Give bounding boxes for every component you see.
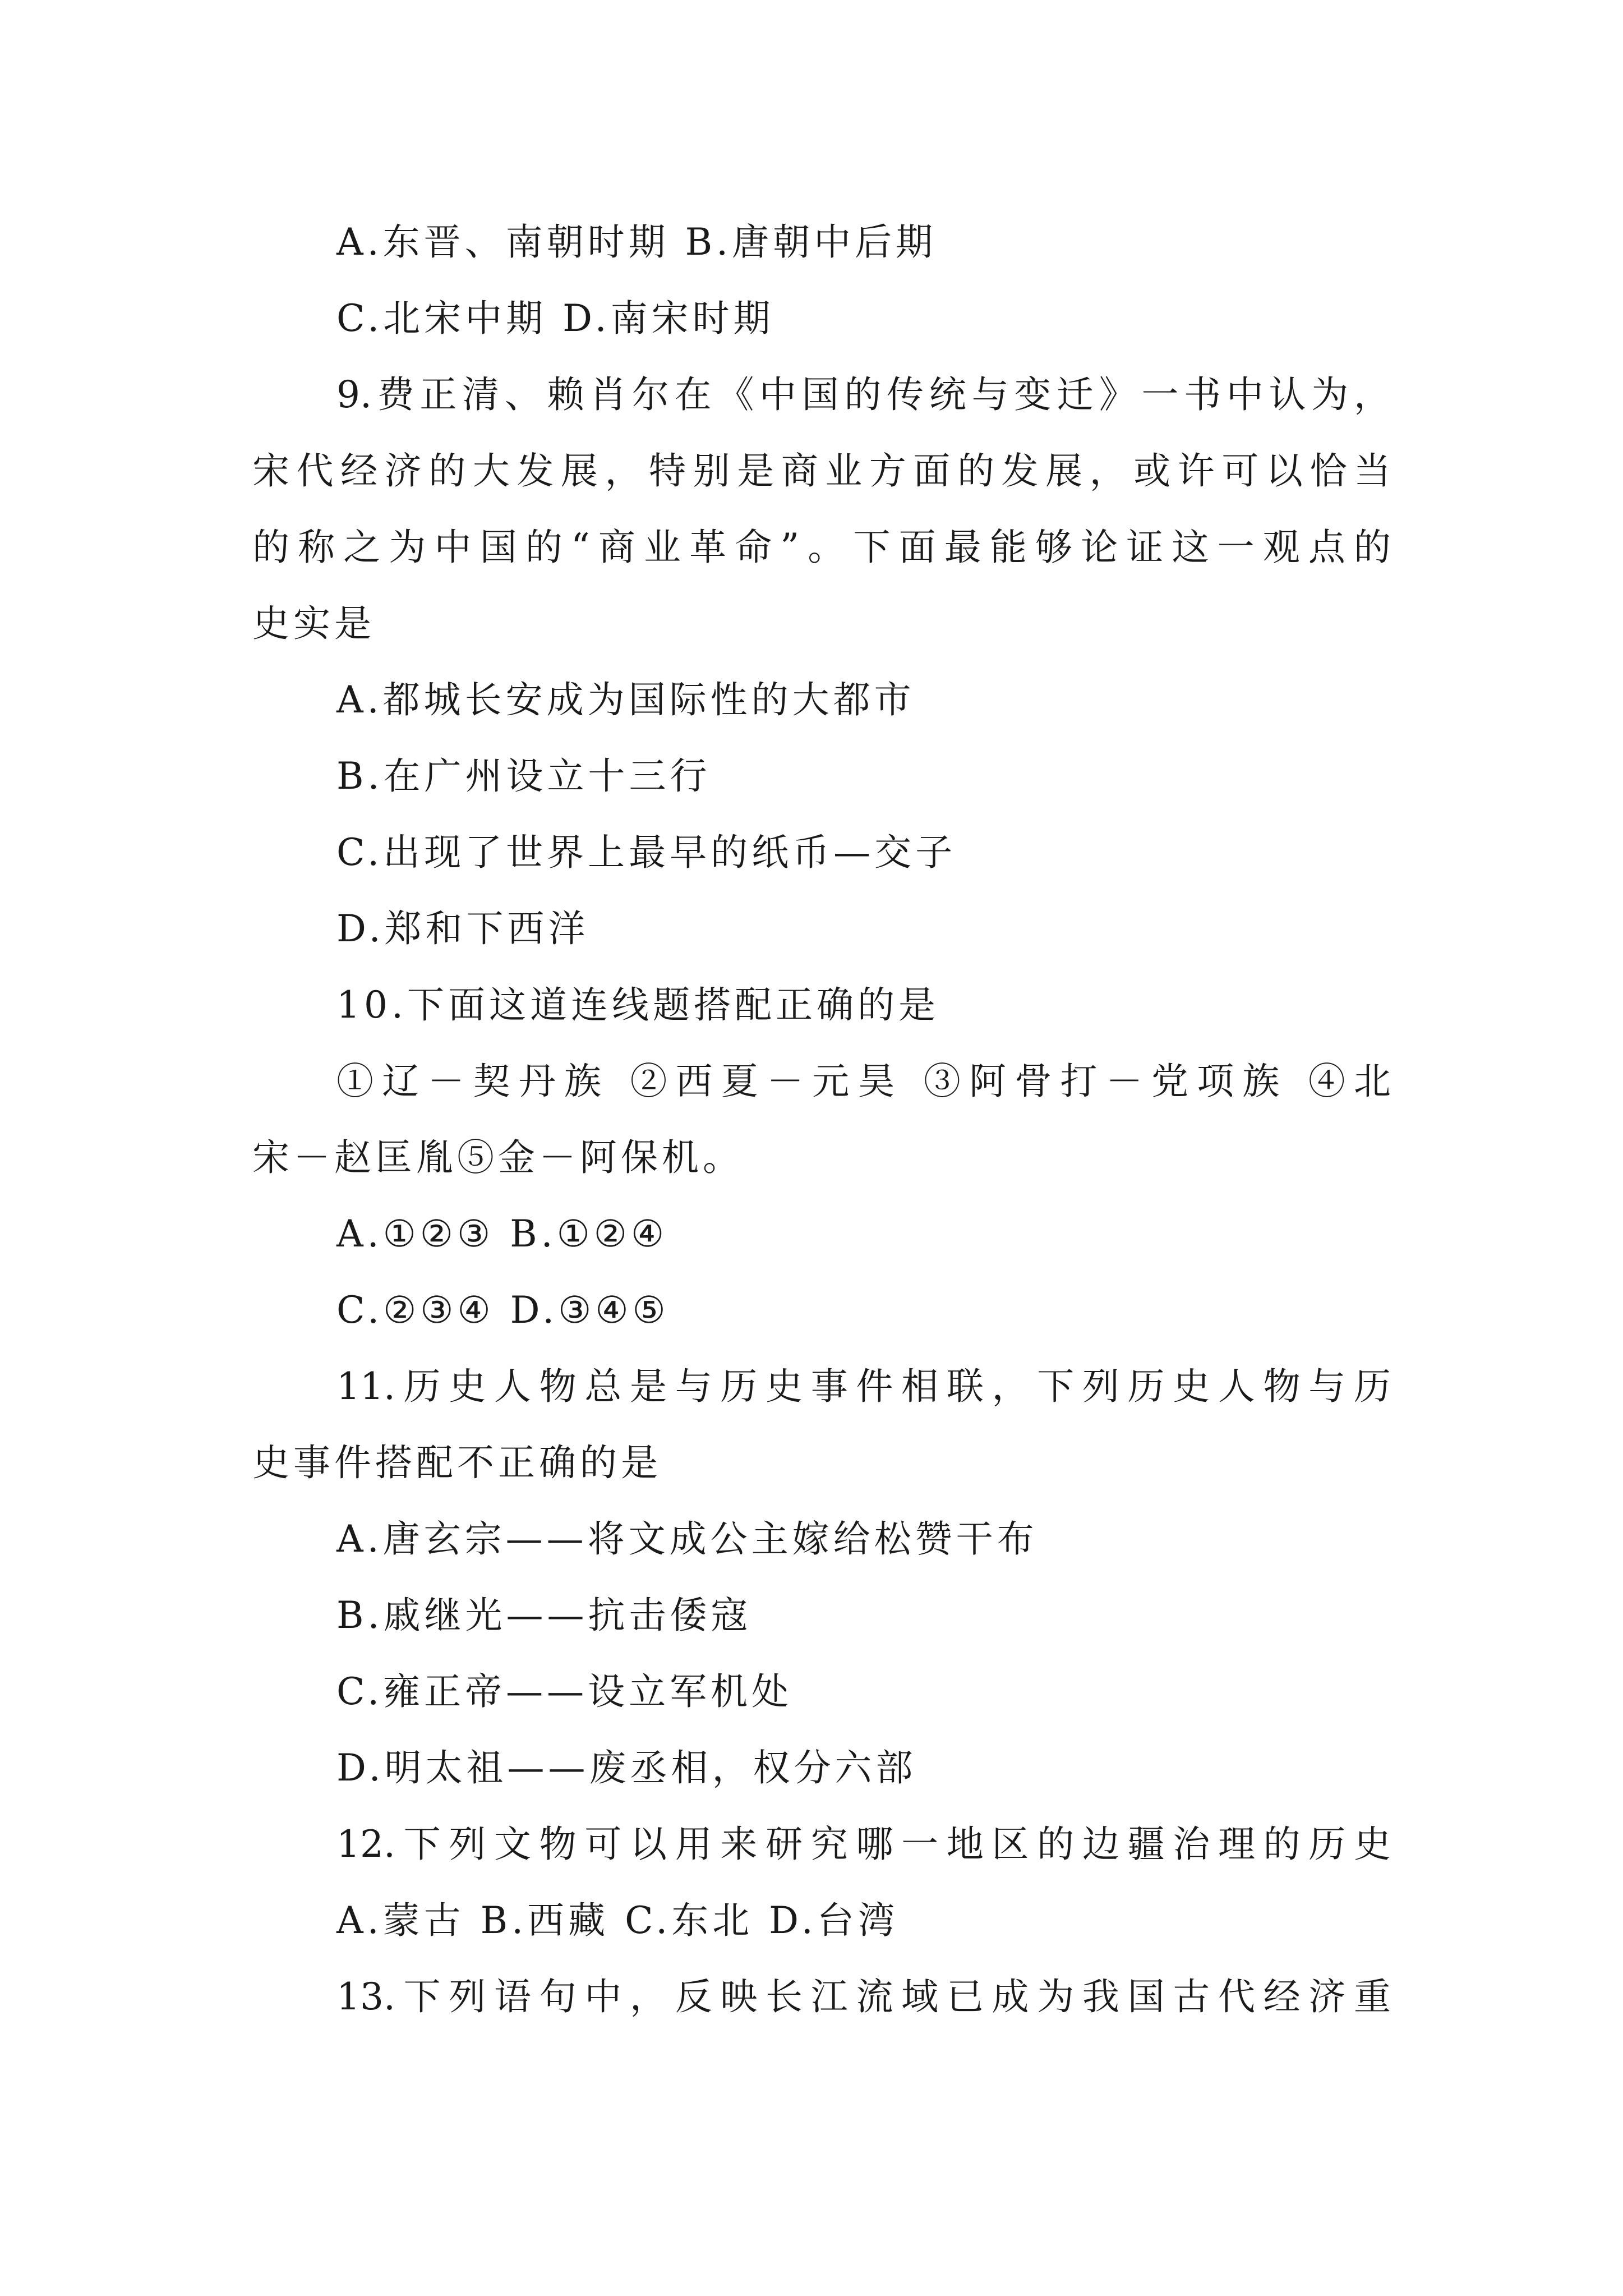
q13-stem-line-1: 13.下列语句中，反映长江流域已成为我国古代经济重	[336, 1975, 1391, 2018]
q9-stem-line-4: 史实是	[252, 602, 375, 645]
q11-option-c: C.雍正帝——设立军机处	[336, 1670, 793, 1713]
q11-stem-line-1: 11.历史人物总是与历史事件相联，下列历史人物与历	[336, 1365, 1391, 1408]
q9-option-d: D.郑和下西洋	[336, 907, 589, 950]
q10-stem: 10.下面这道连线题搭配正确的是	[336, 983, 939, 1027]
q10-items-line-2: 宋－赵匡胤⑤金－阿保机。	[252, 1136, 744, 1179]
q9-stem-line-2: 宋代经济的大发展，特别是商业方面的发展，或许可以恰当	[252, 449, 1391, 493]
q11-option-d: D.明太祖——废丞相，权分六部	[336, 1746, 917, 1789]
q11-option-b: B.戚继光——抗击倭寇	[336, 1594, 752, 1637]
q9-stem-line-1: 9.费正清、赖肖尔在《中国的传统与变迁》一书中认为，	[336, 373, 1391, 416]
q10-options-cd: C.②③④ D.③④⑤	[336, 1289, 670, 1332]
q9-option-c: C.出现了世界上最早的纸币—交子	[336, 831, 957, 874]
q11-stem-line-2: 史事件搭配不正确的是	[252, 1441, 662, 1484]
q10-items-line-1: ①辽－契丹族 ②西夏－元昊 ③阿骨打－党项族 ④北	[336, 1060, 1391, 1103]
q12-options: A.蒙古 B.西藏 C.东北 D.台湾	[336, 1899, 899, 1942]
q8-options-ab: A.东晋、南朝时期 B.唐朝中后期	[336, 220, 937, 264]
q8-options-cd: C.北宋中期 D.南宋时期	[336, 297, 774, 340]
q10-options-ab: A.①②③ B.①②④	[336, 1212, 668, 1255]
q12-stem: 12.下列文物可以用来研究哪一地区的边疆治理的历史	[336, 1823, 1391, 1866]
q9-option-b: B.在广州设立十三行	[336, 754, 711, 798]
q9-stem-line-3: 的称之为中国的“商业革命”。下面最能够论证这一观点的	[252, 526, 1391, 569]
q11-option-a: A.唐玄宗——将文成公主嫁给松赞干布	[336, 1517, 1038, 1561]
q9-option-a: A.都城长安成为国际性的大都市	[336, 678, 915, 721]
